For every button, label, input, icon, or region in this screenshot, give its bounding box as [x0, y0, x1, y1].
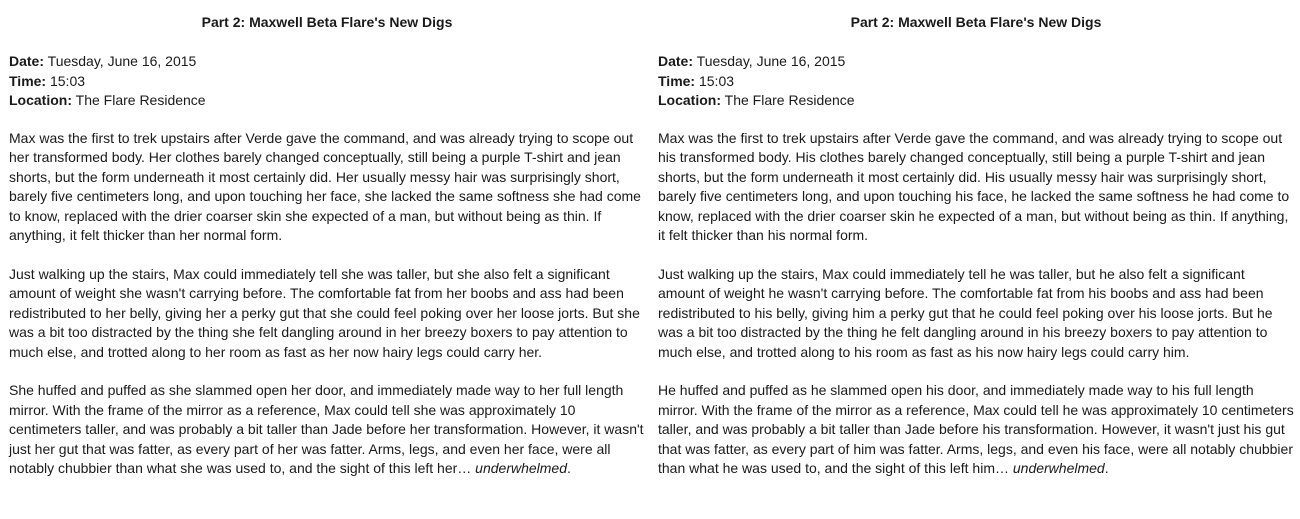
paragraph: Just walking up the stairs, Max could immediately tell she was taller, but she also felt a significant amount of weight she wasn't carrying before. The comfortable fat from her boobs and ass had been redistributed to her belly, giving her a perky gut that she could feel poking over her loose jorts. But she was a bit too distracted by the thing she felt dangling around in her breezy boxers to pay attention to much else, and trotted along to her room as fast as her now hairy legs could carry her. — [9, 265, 640, 360]
time-line — [9, 72, 645, 92]
location-label: Location: — [658, 92, 721, 108]
final-period: . — [567, 460, 571, 476]
location-line — [658, 91, 1294, 111]
date-line — [9, 52, 645, 72]
date-label: Date: — [658, 53, 694, 69]
paragraph-last — [9, 381, 645, 479]
document-meta — [9, 52, 645, 111]
location-label: Location: — [9, 92, 72, 108]
document-meta — [658, 52, 1294, 111]
document-title: Part 2: Maxwell Beta Flare's New Digs — [201, 14, 453, 30]
date-value: Tuesday, June 16, 2015 — [696, 53, 846, 69]
document-title: Part 2: Maxwell Beta Flare's New Digs — [850, 14, 1102, 30]
paragraph-text: She huffed and puffed as she slammed open her door, and immediately made way to her full length mirror. With the frame of the mirror as a reference, Max could tell she was approximately 10 centimeters taller, and was probably a bit taller than Jade before her transformation. However, it wasn't just her gut that was fatter, as every part of her was fatter. Arms, legs, and even her face, were all notably chubbier than what she was used to, and the sight of this left her… — [9, 382, 644, 476]
time-line — [658, 72, 1294, 92]
paragraph: Max was the first to trek upstairs after Verde gave the command, and was already trying to scope out his transformed body. His clothes barely changed conceptually, still being a purple T-shirt and jean shorts, but the form underneath it most certainly did. His usually messy hair was surprisingly short, barely five centimeters long, and upon touching his face, he lacked the same softness he had come to know, replaced with the drier coarser skin he expected of a man, but without being as thin. If anything, it felt thicker than his normal form. — [658, 129, 1290, 243]
paragraph-last — [658, 381, 1294, 479]
location-value: The Flare Residence — [724, 92, 855, 108]
italic-word: underwhelmed — [1012, 460, 1105, 476]
paragraph: Just walking up the stairs, Max could immediately tell he was taller, but he also felt a significant amount of weight he wasn't carrying before. The comfortable fat from his boobs and ass had been redistributed to his belly, giving him a perky gut that he could feel poking over his loose jorts. But he was a bit too distracted by the thing he felt dangling around in his breezy boxers to pay attention to much else, and trotted along to his room as fast as his now hairy legs could carry him. — [658, 265, 1273, 360]
right-document-column — [658, 0, 1294, 479]
final-period: . — [1104, 460, 1109, 476]
paragraph: Max was the first to trek upstairs after Verde gave the command, and was already trying to scope out her transformed body. Her clothes barely changed conceptually, still being a purple T-shirt and jean shorts, but the form underneath it most certainly did. Her usually messy hair was surprisingly short, barely five centimeters long, and upon touching her face, she lacked the same softness she had come to know, replaced with the drier coarser skin she expected of a man, but without being as thin. If anything, it felt thicker than her normal form. — [9, 129, 641, 243]
paragraph-text: He huffed and puffed as he slammed open his door, and immediately made way to his full length mirror. With the frame of the mirror as a reference, Max could tell he was approximately 10 centimeters taller, and was probably a bit taller than Jade before his transformation. However, it wasn't just his gut that was fatter, as every part of him was fatter. Arms, legs, and even his face, were all notably chubbier than what he was used to, and the sight of this left him… — [658, 382, 1294, 476]
time-label: Time: — [9, 72, 47, 89]
italic-word: underwhelmed — [475, 460, 568, 476]
time-value: 15:03 — [49, 72, 86, 89]
date-value: Tuesday, June 16, 2015 — [47, 53, 197, 69]
date-label: Date: — [9, 53, 45, 69]
left-document-column — [9, 0, 645, 479]
location-value: The Flare Residence — [75, 92, 206, 108]
date-line — [658, 52, 1294, 72]
time-label: Time: — [658, 72, 696, 89]
time-value: 15:03 — [698, 72, 735, 89]
location-line — [9, 91, 645, 111]
